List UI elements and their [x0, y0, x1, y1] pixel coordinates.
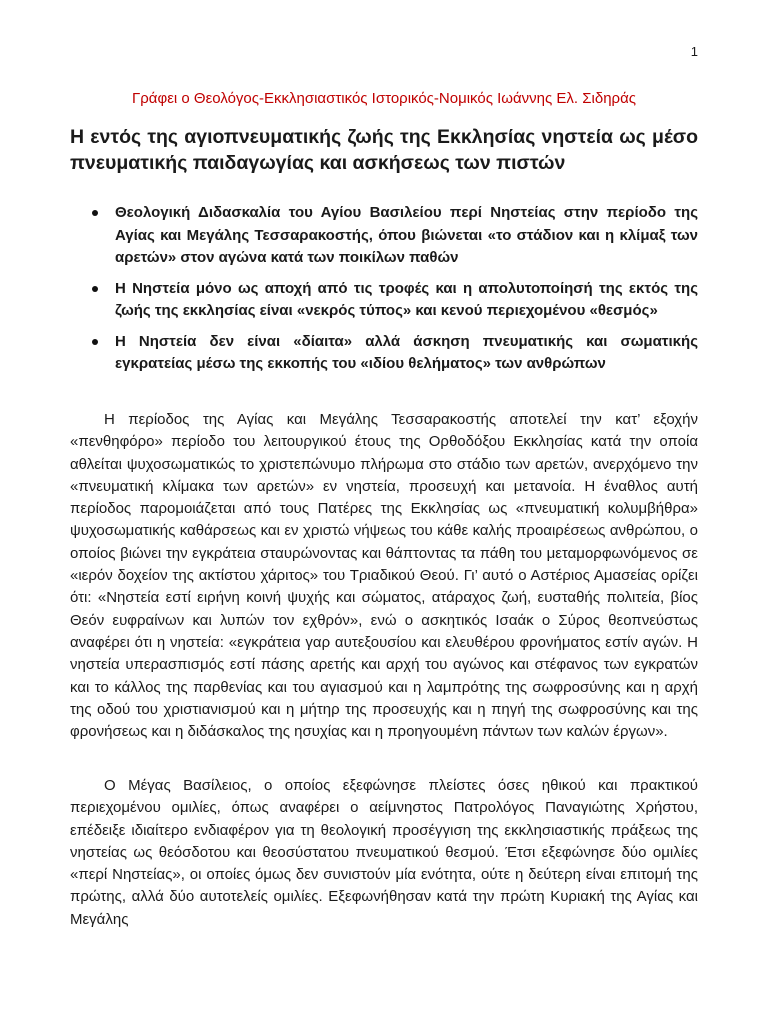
page-number: 1	[690, 44, 698, 59]
bullet-item	[70, 278, 698, 323]
body-paragraph: Η περίοδος της Αγίας και Μεγάλης Τεσσαρακοστής αποτελεί την κατ’ εξοχήν «πενθηφόρο» περίοδο του λειτουργικού έτους της Ορθοδόξου Εκκλησίας κατά την οποία αθλείται ψυχοσωματικώς το χριστεπώνυμο πλήρωμα στο στάδιο των αρετών, ανερχόμενο την «πνευματική κλίμακα των αρετών» εν νηστεία, προσευχή και μετανοία. Η έναθλος αυτή περίοδος παρομοιάζεται από τους Πατέρες της Εκκλησίας ως «πνευματική κολυμβήθρα» ψυχοσωματικής καθάρσεως και εν χριστώ νήψεως του κάθε καλής προαιρέσεως ανθρώπου, ο οποίος βιώνει την εγκράτεια σταυρώνοντας και θάπτοντας τα πάθη του μεταμορφωνόμενος σε «ιερόν δοχείον της ακτίστου χάριτος» του Τριαδικού Θεού. Γι’ αυτό ο Αστέριος Αμασείας ορίζει ότι: «Νηστεία εστί ειρήνη κοινή ψυχής και σώματος, ατάραχος ζωή, ευσταθής πολιτεία, βίος Θεόν ευφραίνων και λυπών τον εχθρόν», ενώ ο ασκητικός Ισαάκ ο Σύρος θεοπνεύστως αναφέρει ότι η νηστεία: «εγκράτεια γαρ αυτεξουσίου και ελευθέρου φρονήματος εστίν αγών. Η νηστεία υπερασπισμός εστί πάσης αρετής και αρχή του αγώνος και στέφανος των εγκρατών και το κάλλος της παρθενίας και του αγιασμού και η λαμπρότης της σωφροσύνης και η αρχή της οδού του χριστιανισμού και η μήτηρ της προσευχής και η πηγή της σωφροσύνης και της φρονήσεως και η διδάσκαλος της ησυχίας και η προηγουμένη πάντων των καλών έργων».	[70, 411, 698, 741]
bullet-item	[70, 202, 698, 270]
author-line: Γράφει ο Θεολόγος-Εκκλησιαστικός Ιστορικός-Νομικός Ιωάννης Ελ. Σιδηράς	[132, 90, 636, 107]
bullet-text: Θεολογική Διδασκαλία του Αγίου Βασιλείου περί Νηστείας στην περίοδο της Αγίας και Μεγάλης Τεσσαρακοστής, όπου βιώνεται «το στάδιον και η κλίμαξ των αρετών» στον αγώνα κατά των ποικίλων παθών	[115, 204, 698, 266]
bullet-dot-icon	[92, 210, 98, 216]
bullet-text: Η Νηστεία δεν είναι «δίαιτα» αλλά άσκηση πνευματικής και σωματικής εγκρατείας μέσω της εκκοπής του «ιδίου θελήματος» των ανθρώπων	[115, 332, 698, 372]
body-paragraph: Ο Μέγας Βασίλειος, ο οποίος εξεφώνησε πλείστες όσες ηθικού και πρακτικού περιεχομένου ομιλίες, όπως αναφέρει ο αείμνηστος Πατρολόγος Παναγιώτης Χρήστου, επέδειξε ιδιαίτερο ενδιαφέρον για τη θεολογική προσέγγιση της εκκλησιαστικής πράξεως της νηστείας ως θεόσδοτου και θεοσύστατου πνευματικού θεσμού. Έτσι εξεφώνησε δύο ομιλίες «περί Νηστείας», οι οποίες όμως δεν συνιστούν μία ενότητα, ούτε η δεύτερη είναι επιτομή της πρώτης, αλλά δύο αυτοτελείς ομιλίες. Εξεφωνήθησαν κατά την πρώτη Κυριακή της Αγίας και Μεγάλης	[70, 777, 698, 928]
bullet-dot-icon	[92, 286, 98, 292]
bullet-list	[70, 202, 698, 384]
bullet-text: Η Νηστεία μόνο ως αποχή από τις τροφές και η απολυτοποίησή της εκτός της ζωής της εκκλησίας είναι «νεκρός τύπος» και κενού περιεχομένου «θεσμός»	[115, 279, 698, 319]
bullet-dot-icon	[92, 339, 98, 345]
document-title: Η εντός της αγιοπνευματικής ζωής της Εκκλησίας νηστεία ως μέσο πνευματικής παιδαγωγίας και ασκήσεως των πιστών	[70, 126, 698, 174]
bullet-item	[70, 331, 698, 376]
